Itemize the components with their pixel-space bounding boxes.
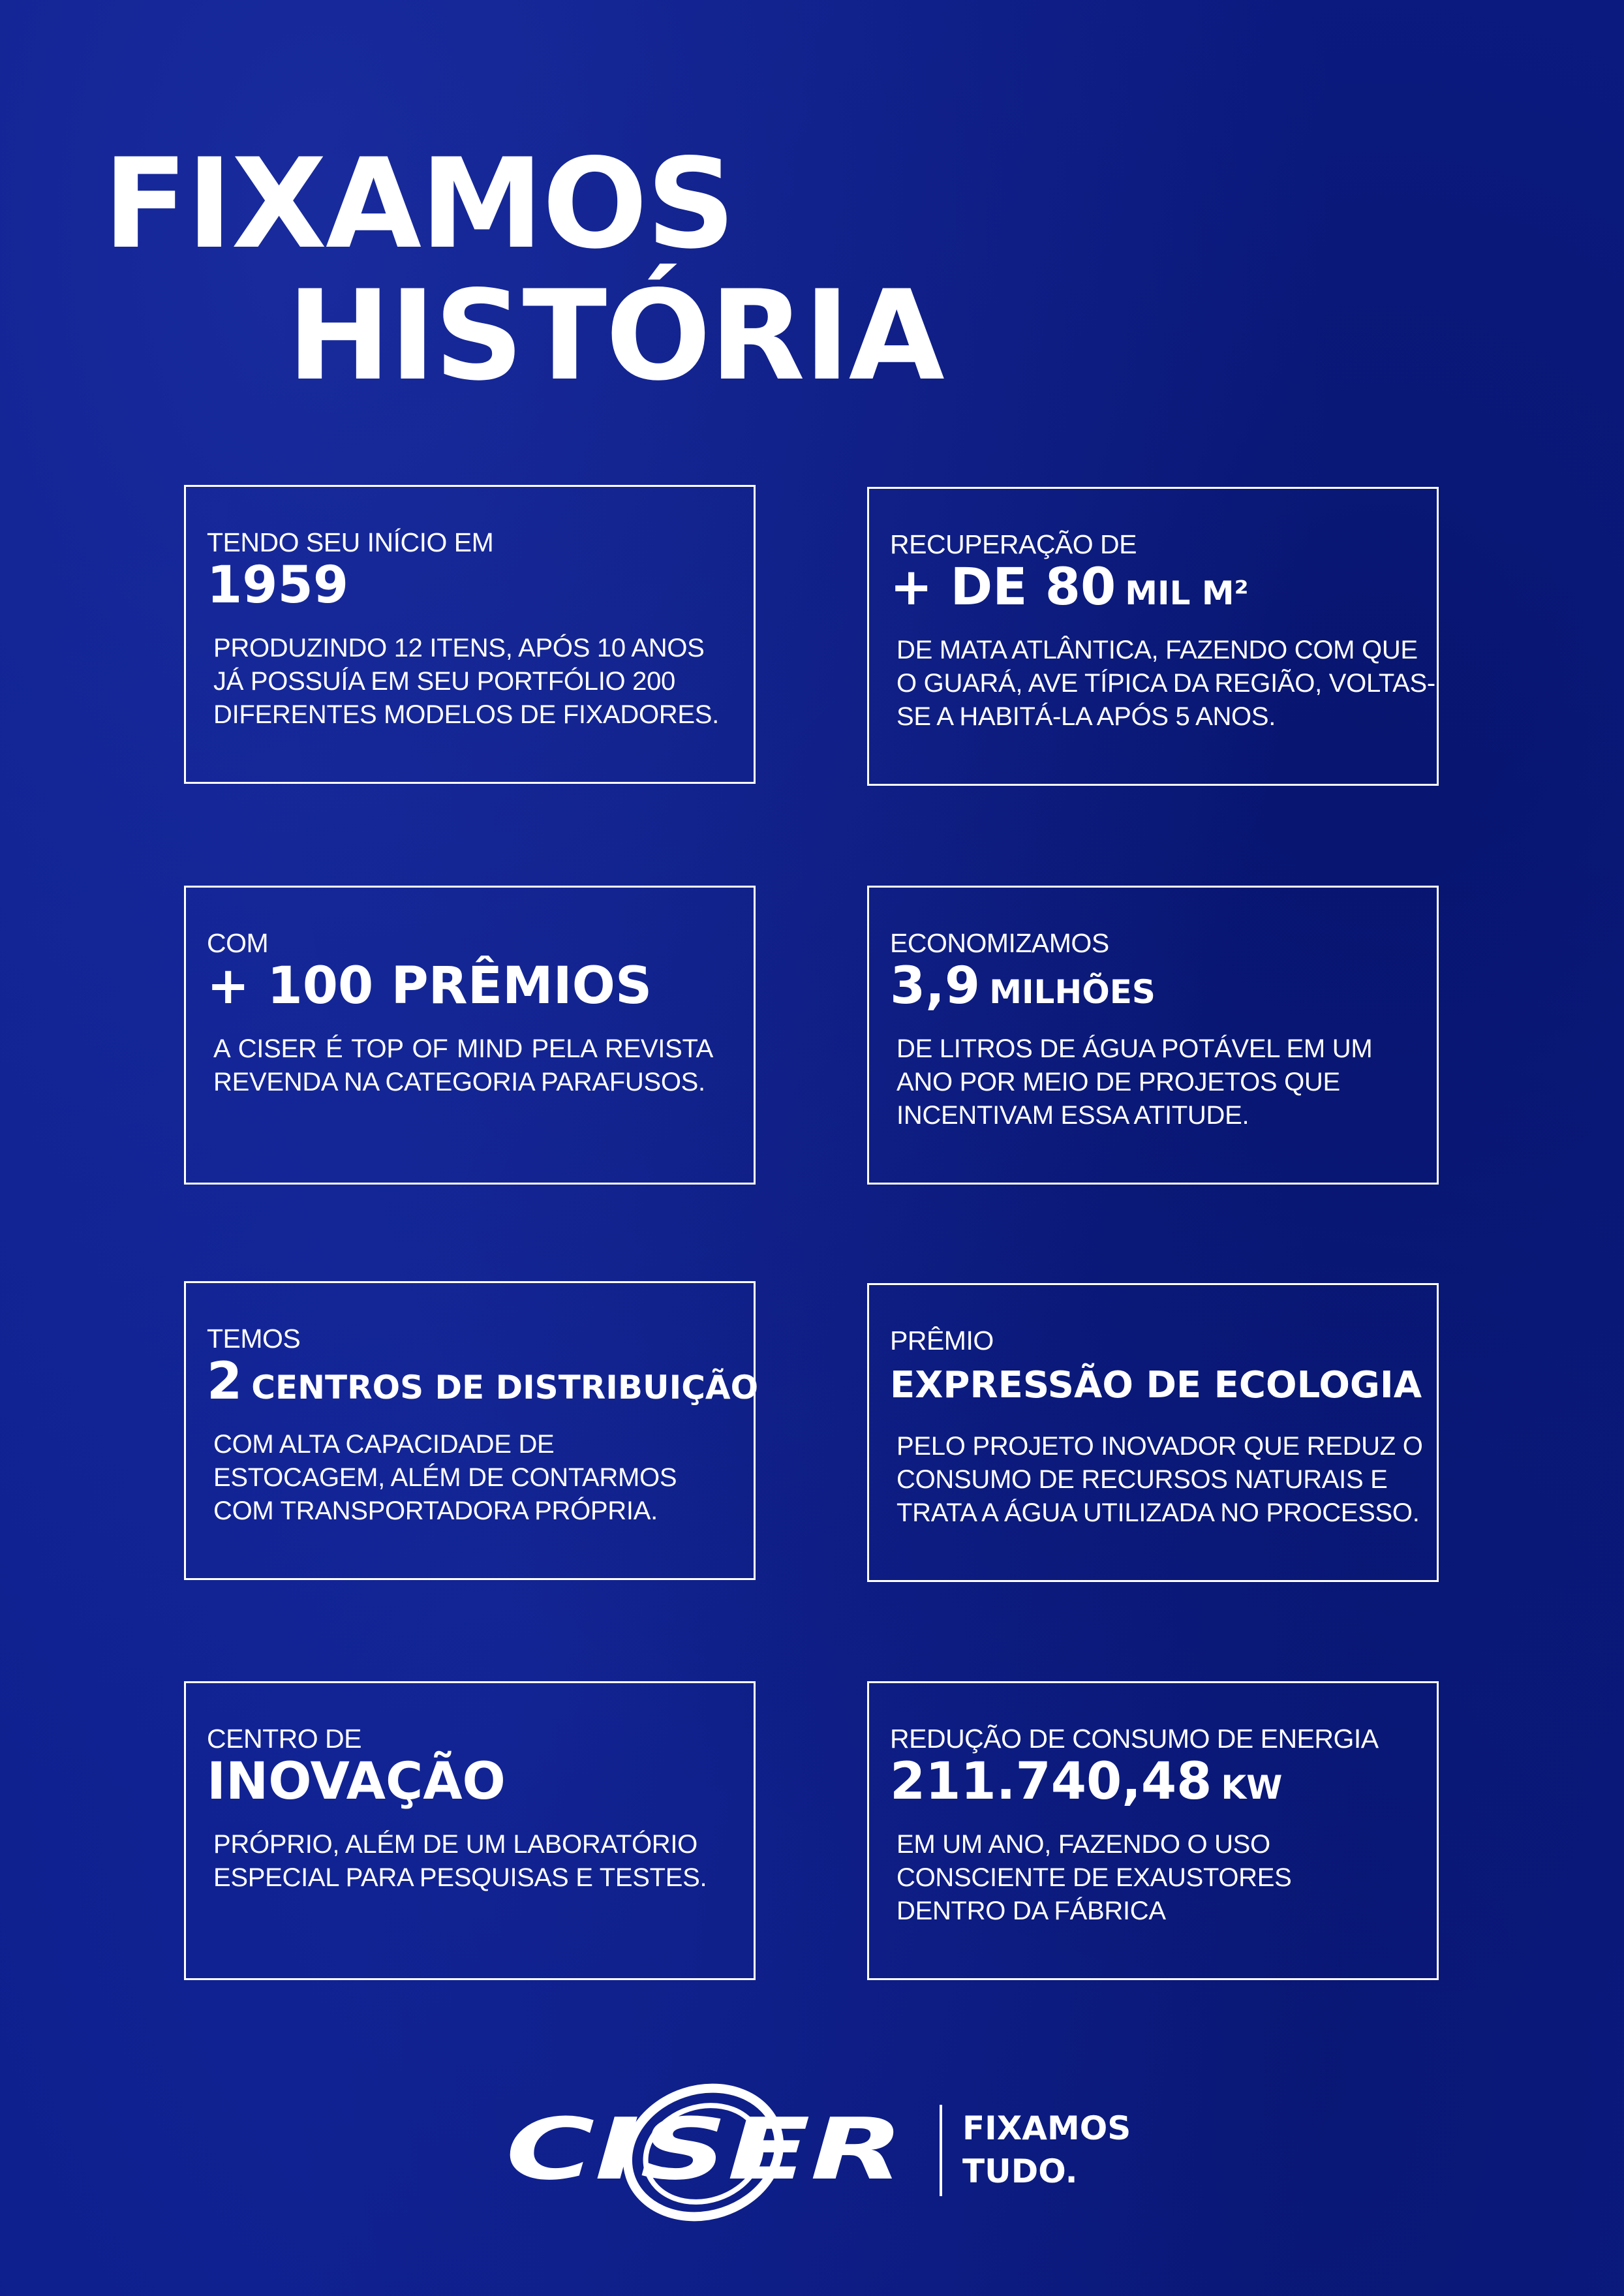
title-line-2: HISTÓRIA — [287, 264, 943, 408]
card-description — [896, 634, 1435, 734]
description-line: PRÓPRIO, ALÉM DE UM LABORATÓRIO — [213, 1830, 697, 1859]
card-headline — [890, 1364, 1422, 1406]
description-line: EM UM ANO, FAZENDO O USO — [896, 1830, 1270, 1859]
card-description — [896, 1430, 1423, 1530]
description-line: PELO PROJETO INOVADOR QUE REDUZ O — [896, 1432, 1423, 1461]
description-line: ESTOCAGEM, ALÉM DE CONTARMOS — [213, 1463, 677, 1492]
fact-card-energy-reduction — [867, 1681, 1439, 1980]
fact-card-awards — [184, 886, 756, 1185]
ciser-logo — [496, 2081, 913, 2231]
card-eyebrow: CENTRO DE — [207, 1724, 361, 1754]
card-description — [896, 1828, 1418, 1928]
card-eyebrow: RECUPERAÇÃO DE — [890, 529, 1137, 559]
card-headline-value: EXPRESSÃO DE ECOLOGIA — [890, 1364, 1422, 1406]
description-line: CONSUMO DE RECURSOS NATURAIS E — [896, 1465, 1388, 1494]
fact-card-water-savings — [867, 886, 1439, 1185]
description-line: COM ALTA CAPACIDADE DE — [213, 1430, 555, 1459]
card-headline — [207, 556, 349, 615]
card-headline-value: 2 — [207, 1352, 243, 1411]
description-line: ESPECIAL PARA PESQUISAS E TESTES. — [213, 1863, 707, 1892]
card-headline-suffix: MIL M² — [1125, 574, 1249, 612]
description-line: DIFERENTES MODELOS DE FIXADORES. — [213, 700, 719, 729]
card-description — [213, 1032, 713, 1099]
card-headline — [890, 1752, 1283, 1811]
description-line: SE A HABITÁ-LA APÓS 5 ANOS. — [896, 702, 1276, 731]
card-headline-value: 3,9 — [890, 957, 981, 1016]
footer-slogan — [962, 2107, 1131, 2193]
description-line: DENTRO DA FÁBRICA — [896, 1897, 1166, 1925]
title-line-1: FIXAMOS — [103, 132, 735, 276]
description-line: A CISER É TOP OF MIND PELA REVISTA — [213, 1034, 713, 1063]
card-headline — [207, 1352, 759, 1411]
fact-card-innovation-center — [184, 1681, 756, 1980]
card-headline — [207, 957, 652, 1016]
fact-card-forest-recovery — [867, 487, 1439, 786]
card-eyebrow: REDUÇÃO DE CONSUMO DE ENERGIA — [890, 1724, 1379, 1754]
description-line: DE LITROS DE ÁGUA POTÁVEL EM UM — [896, 1034, 1373, 1063]
card-headline — [207, 1752, 506, 1811]
card-headline-value: INOVAÇÃO — [207, 1752, 506, 1811]
footer-divider — [940, 2105, 942, 2196]
description-line: REVENDA NA CATEGORIA PARAFUSOS. — [213, 1068, 705, 1096]
card-headline-value: + DE 80 — [890, 558, 1116, 617]
card-headline — [890, 957, 1156, 1016]
card-headline-suffix: MILHÕES — [989, 973, 1156, 1011]
card-headline-value: + 100 PRÊMIOS — [207, 957, 652, 1016]
card-eyebrow: PRÊMIO — [890, 1326, 994, 1356]
fact-card-founding — [184, 485, 756, 784]
description-line: PRODUZINDO 12 ITENS, APÓS 10 ANOS — [213, 634, 705, 662]
card-description — [213, 632, 735, 732]
slogan-line: FIXAMOS — [962, 2109, 1131, 2147]
description-line: CONSCIENTE DE EXAUSTORES — [896, 1863, 1292, 1892]
description-line: ANO POR MEIO DE PROJETOS QUE — [896, 1068, 1340, 1096]
fact-card-ecology-award — [867, 1283, 1439, 1582]
slogan-line: TUDO. — [962, 2152, 1078, 2190]
card-headline-suffix: KW — [1221, 1769, 1283, 1807]
card-headline-suffix: CENTROS DE DISTRIBUIÇÃO — [251, 1369, 759, 1406]
fact-card-distribution — [184, 1281, 759, 1580]
description-line: COM TRANSPORTADORA PRÓPRIA. — [213, 1497, 658, 1525]
description-line: INCENTIVAM ESSA ATITUDE. — [896, 1101, 1249, 1130]
description-line: DE MATA ATLÂNTICA, FAZENDO COM QUE — [896, 636, 1418, 664]
card-description — [896, 1032, 1418, 1132]
card-description — [213, 1828, 707, 1895]
card-eyebrow: ECONOMIZAMOS — [890, 928, 1109, 958]
card-eyebrow: TENDO SEU INÍCIO EM — [207, 527, 494, 557]
ciser-logo-wordmark: CISER — [506, 2100, 904, 2199]
description-line: JÁ POSSUÍA EM SEU PORTFÓLIO 200 — [213, 667, 675, 696]
description-line: O GUARÁ, AVE TÍPICA DA REGIÃO, VOLTAS- — [896, 669, 1435, 698]
card-eyebrow: TEMOS — [207, 1324, 301, 1354]
card-headline-value: 1959 — [207, 556, 349, 615]
description-line: TRATA A ÁGUA UTILIZADA NO PROCESSO. — [896, 1498, 1420, 1527]
card-description — [213, 1428, 735, 1528]
card-headline — [890, 558, 1249, 617]
card-headline-value: 211.740,48 — [890, 1752, 1212, 1811]
card-eyebrow: COM — [207, 928, 269, 958]
